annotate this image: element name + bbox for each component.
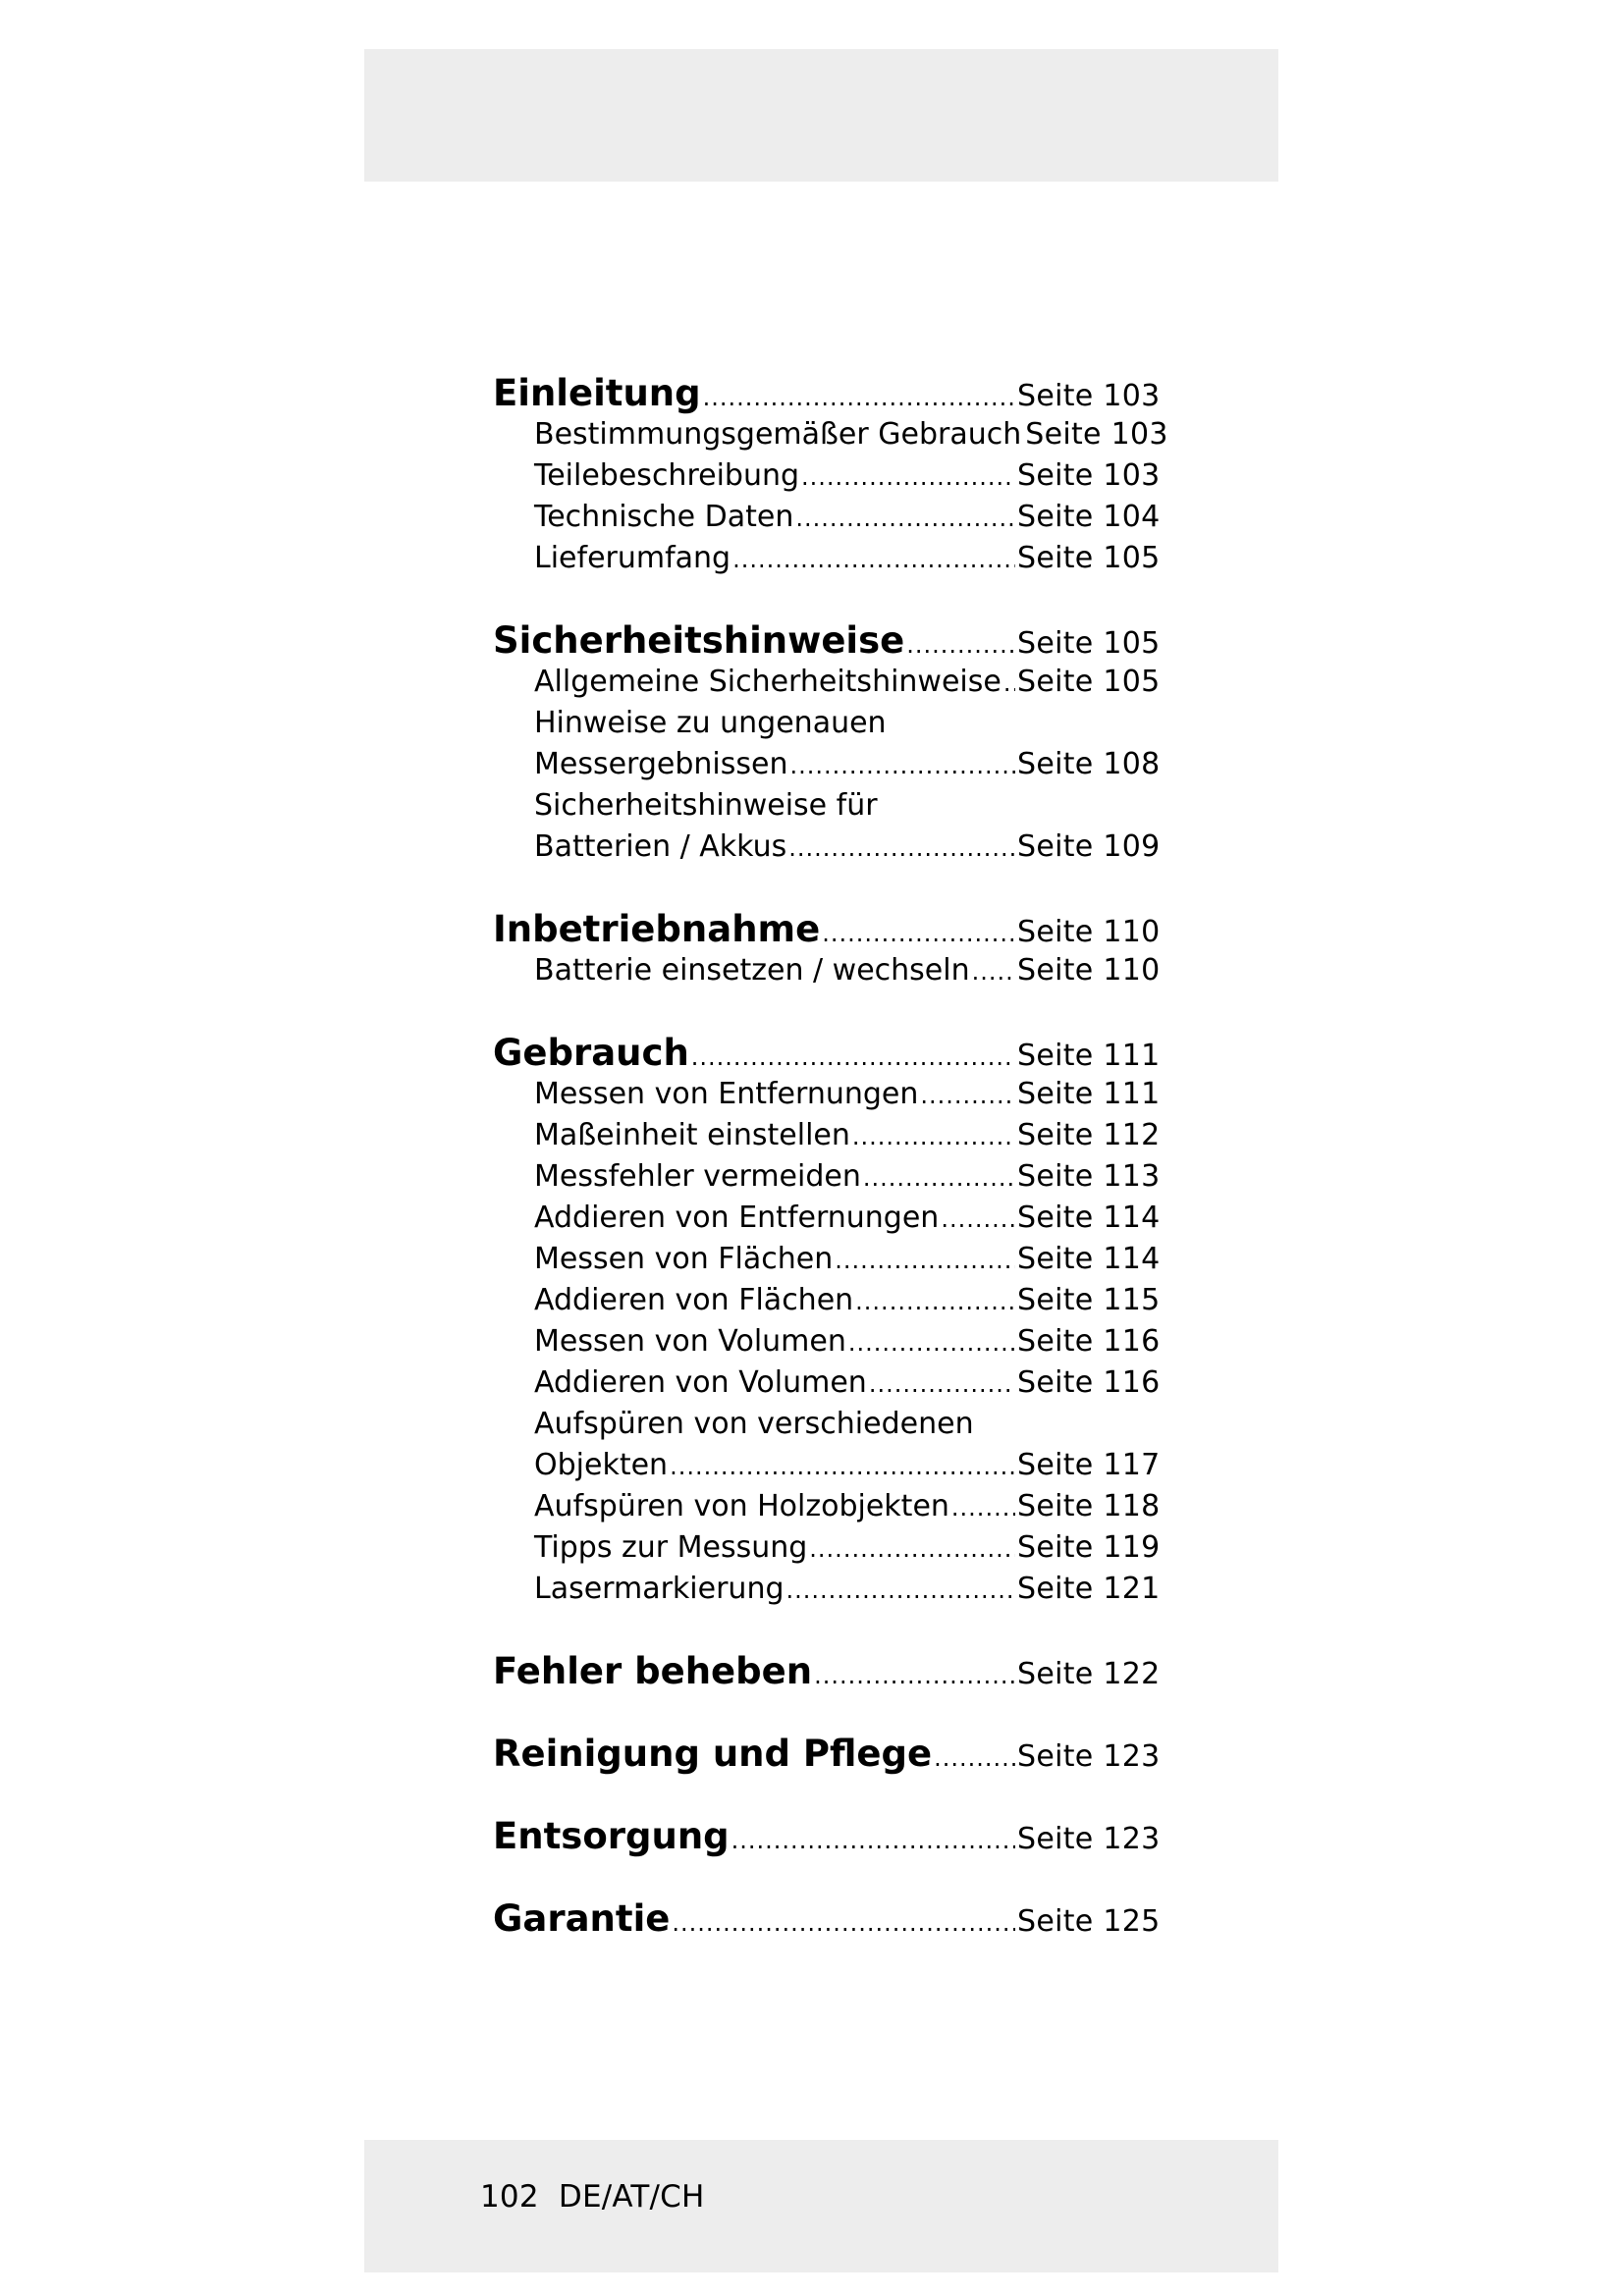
toc-page-ref: Seite 123 bbox=[1017, 1739, 1161, 1774]
toc-page-ref: Seite 116 bbox=[1017, 1324, 1161, 1359]
toc-title: Entsorgung bbox=[493, 1815, 730, 1857]
toc-page-ref: Seite 111 bbox=[1017, 1039, 1161, 1073]
dot-leader bbox=[920, 1075, 1015, 1116]
dot-leader bbox=[1003, 663, 1015, 704]
dot-leader bbox=[906, 624, 1015, 666]
toc-subtitle: Bestimmungsgemäßer Gebrauch bbox=[534, 417, 1022, 452]
toc-subentry[interactable] bbox=[493, 1321, 1180, 1362]
toc-page-ref: Seite 117 bbox=[1017, 1448, 1161, 1482]
dot-leader bbox=[852, 1116, 1015, 1157]
toc-subtitle: Addieren von Entfernungen bbox=[534, 1201, 940, 1235]
toc-title: Garantie bbox=[493, 1897, 671, 1940]
dot-leader bbox=[835, 1240, 1015, 1281]
dot-leader bbox=[731, 1820, 1015, 1861]
dot-leader bbox=[801, 456, 1015, 498]
toc-subtitle: Maßeinheit einstellen bbox=[534, 1118, 850, 1152]
toc-page-ref: Seite 110 bbox=[1017, 915, 1161, 949]
toc-subtitle: Batterien / Akkus bbox=[534, 829, 787, 864]
toc-subentry[interactable] bbox=[493, 1486, 1180, 1527]
page-number: 102 bbox=[480, 2179, 539, 2215]
toc-subtitle-line1: Sicherheitshinweise für bbox=[534, 788, 878, 823]
toc-subentry[interactable] bbox=[493, 662, 1180, 703]
toc-subentry[interactable] bbox=[493, 455, 1180, 497]
toc-subentry[interactable] bbox=[493, 1198, 1180, 1239]
dot-leader bbox=[855, 1281, 1015, 1322]
toc-page-ref: Seite 114 bbox=[1017, 1201, 1161, 1235]
toc-subentry[interactable] bbox=[493, 950, 1180, 991]
toc-subtitle: Messen von Entfernungen bbox=[534, 1077, 919, 1111]
toc-subentry-line1[interactable] bbox=[493, 1404, 1180, 1445]
dot-leader bbox=[934, 1737, 1015, 1779]
dot-leader bbox=[691, 1037, 1015, 1078]
toc-subentry[interactable] bbox=[493, 1115, 1180, 1156]
toc-subentry[interactable] bbox=[493, 1362, 1180, 1404]
section-gap bbox=[493, 1610, 1180, 1651]
toc-subtitle: Teilebeschreibung bbox=[534, 458, 800, 493]
toc-entry-gebrauch[interactable] bbox=[493, 1033, 1180, 1074]
toc-entry-fehler-beheben[interactable] bbox=[493, 1651, 1180, 1692]
toc-subtitle-line1: Hinweise zu ungenauen bbox=[534, 706, 887, 740]
toc-title: Sicherheitshinweise bbox=[493, 619, 905, 662]
toc-page-ref: Seite 103 bbox=[1017, 458, 1161, 493]
section-gap bbox=[493, 1692, 1180, 1734]
toc-subtitle: Objekten bbox=[534, 1448, 669, 1482]
toc-title: Reinigung und Pflege bbox=[493, 1733, 933, 1775]
toc-subentry[interactable] bbox=[493, 744, 1180, 785]
toc-page-ref: Seite 125 bbox=[1017, 1904, 1161, 1939]
toc-title: Fehler beheben bbox=[493, 1650, 813, 1692]
toc-subtitle: Addieren von Flächen bbox=[534, 1283, 854, 1317]
toc-subentry[interactable] bbox=[493, 1239, 1180, 1280]
dot-leader bbox=[703, 377, 1015, 418]
toc-subentry-line1[interactable] bbox=[493, 785, 1180, 827]
dot-leader bbox=[941, 1199, 1015, 1240]
dot-leader bbox=[732, 539, 1015, 580]
dot-leader bbox=[869, 1363, 1015, 1405]
toc-subtitle: Lasermarkierung bbox=[534, 1572, 785, 1606]
section-gap bbox=[493, 579, 1180, 620]
toc-entry-reinigung-und-pflege[interactable] bbox=[493, 1734, 1180, 1775]
toc-subtitle: Batterie einsetzen / wechseln bbox=[534, 953, 970, 988]
toc-page-ref: Seite 108 bbox=[1017, 747, 1161, 781]
dot-leader bbox=[672, 1902, 1015, 1944]
toc-subtitle: Messfehler vermeiden bbox=[534, 1159, 861, 1194]
toc-subentry[interactable] bbox=[493, 1527, 1180, 1569]
toc-subtitle: Messen von Flächen bbox=[534, 1242, 834, 1276]
toc-subtitle: Addieren von Volumen bbox=[534, 1365, 867, 1400]
dot-leader bbox=[795, 498, 1015, 539]
toc-entry-sicherheitshinweise[interactable] bbox=[493, 620, 1180, 662]
toc-page-ref: Seite 115 bbox=[1017, 1283, 1161, 1317]
toc-subentry[interactable] bbox=[493, 1074, 1180, 1115]
toc-page-ref: Seite 118 bbox=[1017, 1489, 1161, 1523]
toc-page-ref: Seite 112 bbox=[1017, 1118, 1161, 1152]
toc-entry-einleitung[interactable] bbox=[493, 373, 1180, 414]
toc-page-ref: Seite 104 bbox=[1017, 500, 1161, 534]
toc-page-ref: Seite 109 bbox=[1017, 829, 1161, 864]
dot-leader bbox=[822, 913, 1015, 954]
toc-subentry[interactable] bbox=[493, 1569, 1180, 1610]
section-gap bbox=[493, 1775, 1180, 1816]
toc-title: Einleitung bbox=[493, 372, 701, 414]
footer-band bbox=[364, 2140, 1278, 2272]
toc-page-ref: Seite 111 bbox=[1017, 1077, 1161, 1111]
section-gap bbox=[493, 868, 1180, 909]
toc-entry-inbetriebnahme[interactable] bbox=[493, 909, 1180, 950]
toc-subtitle-line1: Aufspüren von verschiedenen bbox=[534, 1407, 974, 1441]
dot-leader bbox=[951, 1487, 1015, 1528]
dot-leader bbox=[809, 1528, 1015, 1570]
toc-page-ref: Seite 110 bbox=[1017, 953, 1161, 988]
toc-page-ref: Seite 121 bbox=[1017, 1572, 1161, 1606]
toc-subentry[interactable] bbox=[493, 497, 1180, 538]
section-gap bbox=[493, 1857, 1180, 1898]
toc-page-ref: Seite 114 bbox=[1017, 1242, 1161, 1276]
toc-page-ref: Seite 113 bbox=[1017, 1159, 1161, 1194]
toc-title: Gebrauch bbox=[493, 1032, 689, 1074]
toc-subentry[interactable] bbox=[493, 827, 1180, 868]
toc-entry-entsorgung[interactable] bbox=[493, 1816, 1180, 1857]
dot-leader bbox=[786, 1570, 1015, 1611]
dot-leader bbox=[790, 745, 1016, 786]
table-of-contents bbox=[493, 373, 1180, 1940]
toc-page-ref: Seite 119 bbox=[1017, 1530, 1161, 1565]
toc-page-ref: Seite 105 bbox=[1017, 626, 1161, 661]
toc-subentry[interactable] bbox=[493, 1156, 1180, 1198]
toc-page-ref: Seite 103 bbox=[1017, 379, 1161, 413]
footer-page-label bbox=[480, 2179, 705, 2215]
dot-leader bbox=[972, 951, 1015, 992]
header-band bbox=[364, 49, 1278, 182]
toc-page-ref: Seite 123 bbox=[1017, 1822, 1161, 1856]
toc-subentry[interactable] bbox=[493, 1280, 1180, 1321]
toc-page-ref: Seite 116 bbox=[1017, 1365, 1161, 1400]
toc-page-ref: Seite 105 bbox=[1017, 665, 1161, 699]
toc-page-ref: Seite 103 bbox=[1025, 417, 1168, 452]
toc-subentry-line1[interactable] bbox=[493, 703, 1180, 744]
toc-entry-garantie[interactable] bbox=[493, 1898, 1180, 1940]
toc-subtitle: Aufspüren von Holzobjekten bbox=[534, 1489, 949, 1523]
dot-leader bbox=[670, 1446, 1015, 1487]
toc-title: Inbetriebnahme bbox=[493, 908, 821, 950]
toc-subentry[interactable] bbox=[493, 1445, 1180, 1486]
toc-subentry[interactable] bbox=[493, 538, 1180, 579]
toc-subentry[interactable] bbox=[493, 414, 1180, 455]
toc-subtitle: Messergebnissen bbox=[534, 747, 788, 781]
region-code: DE/AT/CH bbox=[558, 2179, 705, 2215]
toc-subtitle: Tipps zur Messung bbox=[534, 1530, 808, 1565]
dot-leader bbox=[848, 1322, 1015, 1363]
dot-leader bbox=[788, 828, 1015, 869]
toc-page-ref: Seite 105 bbox=[1017, 541, 1161, 575]
toc-subtitle: Lieferumfang bbox=[534, 541, 731, 575]
toc-subtitle: Technische Daten bbox=[534, 500, 794, 534]
section-gap bbox=[493, 991, 1180, 1033]
toc-page-ref: Seite 122 bbox=[1017, 1657, 1161, 1691]
dot-leader bbox=[863, 1157, 1015, 1199]
dot-leader bbox=[814, 1655, 1015, 1696]
toc-subtitle: Allgemeine Sicherheitshinweise bbox=[534, 665, 1001, 699]
toc-subtitle: Messen von Volumen bbox=[534, 1324, 846, 1359]
